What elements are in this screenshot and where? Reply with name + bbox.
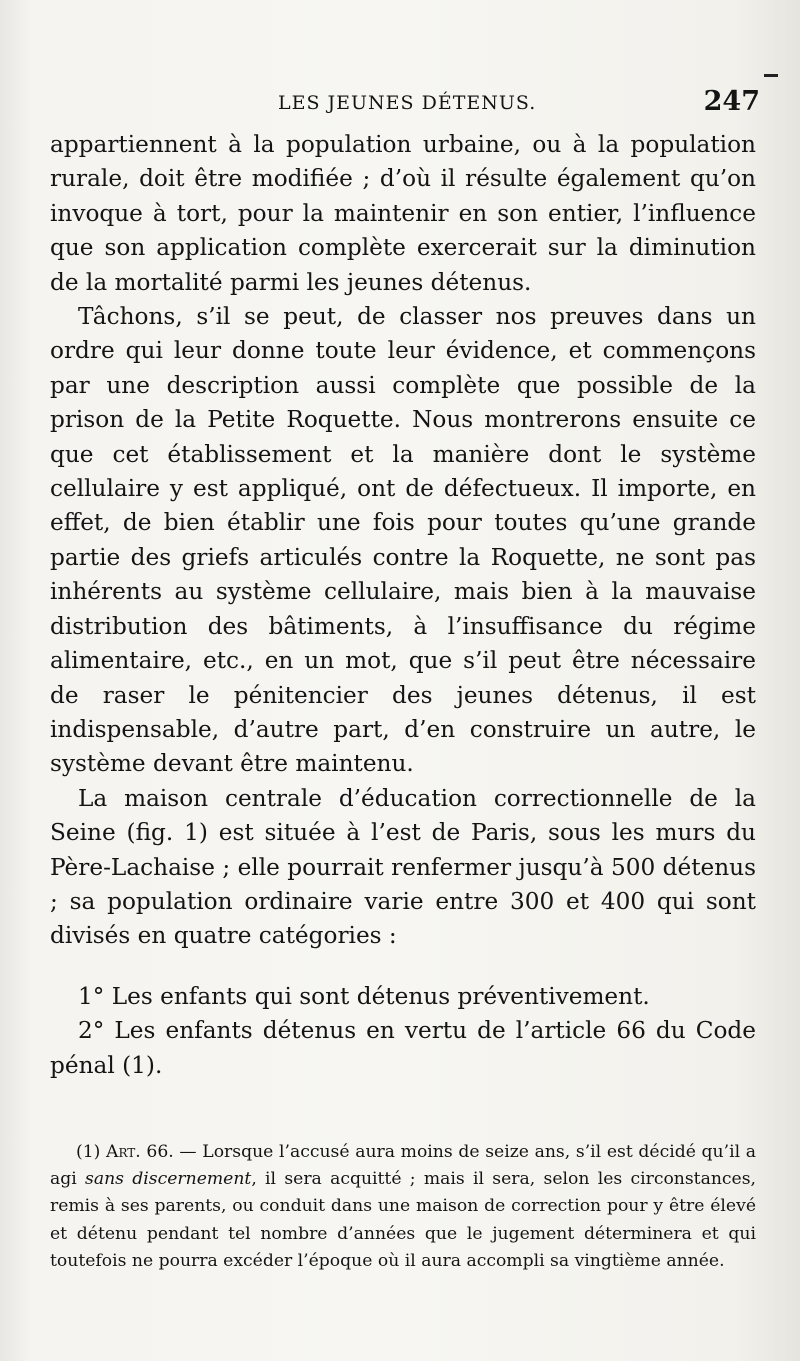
list-item-1: 1° Les enfants qui sont détenus préventivement. xyxy=(78,982,650,1010)
category-list xyxy=(50,980,756,1083)
footnote-1 xyxy=(50,1139,756,1275)
footnote xyxy=(50,1139,756,1275)
paragraph-3: La maison centrale d’éducation correctionnelle de la Seine (fig. 1) est située à l’est de Paris, sous les murs du Père-Lachaise ; elle pourrait renfermer jusqu’à 500 détenus ; sa population ordinaire varie entre 300 et 400 qui sont divisés en quatre catégories : xyxy=(50,784,756,950)
edge-mark xyxy=(764,74,778,77)
running-title: LES JEUNES DÉTENUS. xyxy=(278,92,537,114)
footnote-text-2: , il sera acquitté ; mais il sera, selon les circonstances, remis à ses parents, ou conduit dans une maison de correction pour y être élevé et détenu pendant tel nombre d’années que le jugement déterminera et qui toutefois ne pourra excéder l’époque où il aura accompli sa vingtième année. xyxy=(50,1169,756,1271)
body-text xyxy=(50,128,756,1083)
footnote-italic: sans discernement xyxy=(85,1169,252,1190)
page-number: 247 xyxy=(703,86,760,117)
paragraph-1: appartiennent à la population urbaine, ou à la population rurale, doit être modifiée ; d’où il résulte également qu’on invoque à tort, pour la maintenir en son entier, l’influence que son application complète exercerait sur la diminution de la mortalité parmi les jeunes détenus. xyxy=(50,131,756,296)
footnote-article-label: Art. 66. xyxy=(106,1142,174,1162)
footnote-marker: (1) xyxy=(76,1142,107,1162)
page-header xyxy=(50,84,760,124)
footnote-text-1: — Lorsque l’accusé aura moins de seize ans, s’il est décidé qu’il a agi xyxy=(50,1142,756,1190)
paragraph-2: Tâchons, s’il se peut, de classer nos preuves dans un ordre qui leur donne toute leur évidence, et commençons par une description aussi complète que possible de la prison de la Petite Roquette. Nous montrerons ensuite ce que cet établissement et la manière dont le système cellulaire y est appliqué, ont de défectueux. Il importe, en effet, de bien établir une fois pour toutes qu’une grande partie des griefs articulés contre la Roquette, ne sont pas inhérents au système cellulaire, mais bien à la mauvaise distribution des bâtiments, à l’insuffisance du régime alimentaire, etc., en un mot, que s’il peut être nécessaire de raser le pénitencier des jeunes détenus, il est indispensable, d’autre part, d’en construire un autre, le système devant être maintenu. xyxy=(50,303,756,778)
list-item-2: 2° Les enfants détenus en vertu de l’article 66 du Code pénal (1). xyxy=(50,1017,756,1079)
